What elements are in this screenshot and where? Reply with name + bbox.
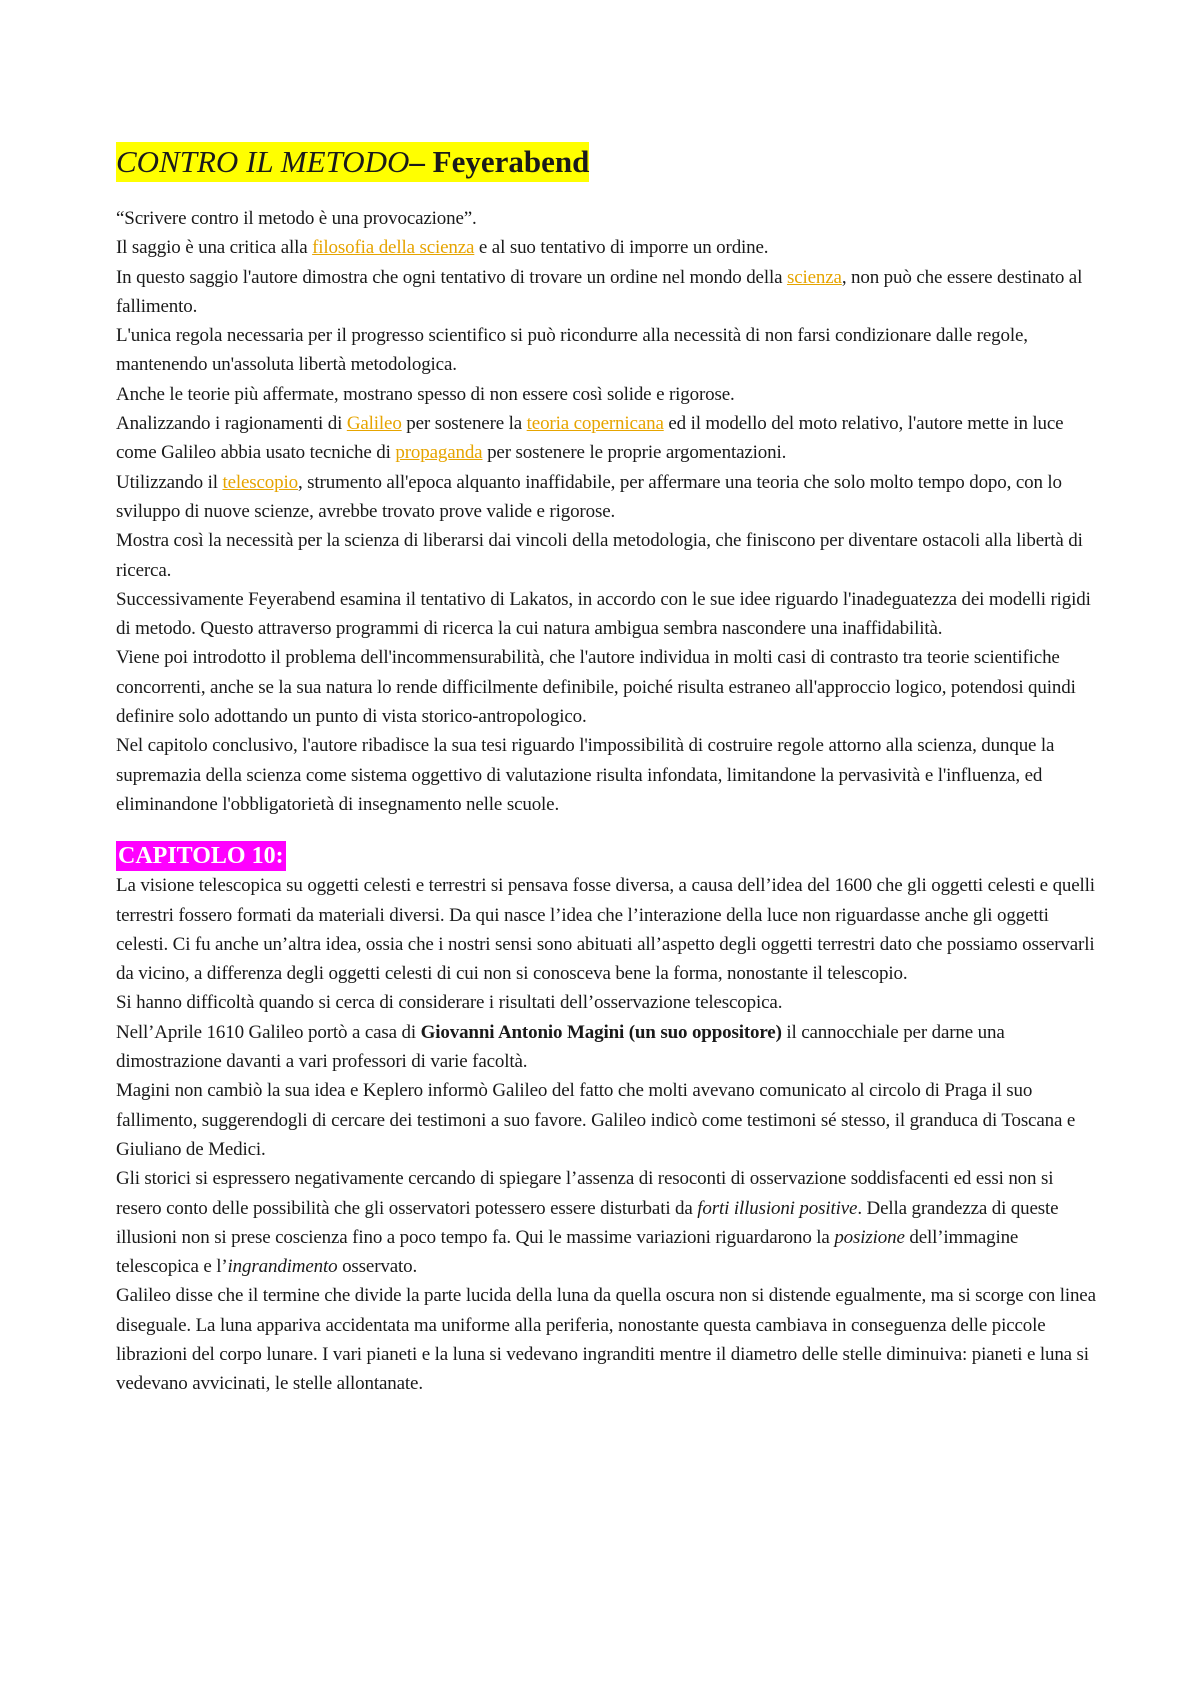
- text-span: Il saggio è una critica alla: [116, 237, 313, 259]
- text-span: ed il modello del moto relativo, l'autore mette in luce come Galileo abbia usato tecniche di: [116, 413, 1064, 464]
- text-span: e al suo tentativo di imporre un ordine.: [474, 237, 769, 259]
- link-telescopio[interactable]: telescopio: [222, 471, 298, 493]
- title-dash: –: [409, 144, 433, 179]
- chapter-paragraph-1: La visione telescopica su oggetti celesti e terrestri si pensava fosse diversa, a causa dell’idea del 1600 che gli oggetti celesti e quelli terrestri fossero formati da materiali diversi. Da qui nasce l’idea che l’interazione della luce non riguardasse anche gli oggetti celesti. Ci fu anche un’altra idea, ossia che i nostri sensi sono abituati all’aspetto degli oggetti terrestri dato che possiamo osservarli da vicino, a differenza degli oggetti celesti di cui non si conosceva bene la forma, nonostante il telescopio.: [116, 875, 1095, 985]
- link-teoria-copernicana[interactable]: teoria copernicana: [526, 413, 664, 435]
- intro-paragraph-1: “Scrivere contro il metodo è una provocazione”.: [116, 208, 477, 229]
- intro-paragraph-6: [116, 409, 1100, 468]
- intro-paragraph-10: Viene poi introdotto il problema dell'incommensurabilità, che l'autore individua in molti casi di contrasto tra teorie scientifiche concorrenti, anche se la sua natura lo rende difficilmente definibile, poiché risulta estraneo all'approccio logico, potendosi quindi definire solo adottando un punto di vista storico-antropologico.: [116, 647, 1076, 728]
- text-span: Gli storici si espressero negativamente cercando di spiegare l’assenza di resoconti di osservazione soddisfacenti ed essi non si resero conto delle possibilità che gli osservatori potessero essere disturbati da: [116, 1168, 1054, 1219]
- chapter-paragraph-4: Magini non cambiò la sua idea e Keplero informò Galileo del fatto che molti avevano comunicato al circolo di Praga il suo fallimento, suggerendogli di cercare dei testimoni a suo favore. Galileo indicò come testimoni sé stesso, il granduca di Toscana e Giuliano de Medici.: [116, 1080, 1076, 1160]
- chapter-paragraph-3: [116, 1018, 1100, 1077]
- italic-posizione: posizione: [834, 1226, 905, 1248]
- chapter-10-section: [116, 871, 1100, 1398]
- intro-paragraph-2: [116, 233, 1100, 262]
- intro-paragraph-4: L'unica regola necessaria per il progresso scientifico si può ricondurre alla necessità di non farsi condizionare dalle regole, mantenendo un'assoluta libertà metodologica.: [116, 325, 1028, 376]
- intro-paragraph-3: [116, 263, 1100, 322]
- text-span: Utilizzando il: [116, 471, 223, 493]
- intro-paragraph-9: Successivamente Feyerabend esamina il tentativo di Lakatos, in accordo con le sue idee riguardo l'inadeguatezza dei modelli rigidi di metodo. Questo attraverso programmi di ricerca la cui natura ambigua sembra nascondere una inaffidabilità.: [116, 588, 1091, 640]
- italic-ingrandimento: ingrandimento: [227, 1256, 338, 1278]
- text-span: . Della grandezza di queste illusioni non si prese coscienza fino a poco tempo fa. Qui le massime variazioni riguardarono la: [116, 1197, 1059, 1248]
- title-italic: CONTRO IL METODO: [116, 144, 410, 179]
- text-span: osservato.: [337, 1256, 418, 1278]
- bold-magini: Giovanni Antonio Magini (un suo oppositore): [420, 1021, 782, 1043]
- text-span: per sostenere le proprie argomentazioni.: [482, 442, 787, 464]
- italic-forti-illusioni: forti illusioni positive: [697, 1197, 858, 1219]
- link-propaganda[interactable]: propaganda: [395, 442, 483, 464]
- link-filosofia-della-scienza[interactable]: filosofia della scienza: [312, 237, 475, 259]
- intro-section: [116, 204, 1100, 819]
- intro-paragraph-11: Nel capitolo conclusivo, l'autore ribadisce la sua tesi riguardo l'impossibilità di costruire regole attorno alla scienza, dunque la supremazia della scienza come sistema oggettivo di valutazione risulta infondata, limitandone la pervasività e l'influenza, ed eliminandone l'obbligatorietà di insegnamento nelle scuole.: [116, 735, 1055, 815]
- text-span: Nell’Aprile 1610 Galileo portò a casa di: [116, 1021, 421, 1043]
- intro-paragraph-5: Anche le teorie più affermate, mostrano spesso di non essere così solide e rigorose.: [116, 383, 735, 405]
- link-scienza[interactable]: scienza: [786, 266, 842, 288]
- chapter-paragraph-2: Si hanno difficoltà quando si cerca di considerare i risultati dell’osservazione telescopica.: [116, 992, 783, 1014]
- chapter-paragraph-6: Galileo disse che il termine che divide la parte lucida della luna da quella oscura non si distende egualmente, ma si scorge con linea diseguale. La luna appariva accidentata ma uniforme alla periferia, nonostante questa cambiava in conseguenza delle piccole librazioni del corpo lunare. I vari pianeti e la luna si vedevano ingranditi mentre il diametro delle stelle diminuiva: pianeti e luna si vedevano avvicinati, le stelle allontanate.: [116, 1285, 1096, 1395]
- document-title: [116, 142, 589, 182]
- intro-paragraph-8: Mostra così la necessità per la scienza di liberarsi dai vincoli della metodologia, che finiscono per diventare ostacoli alla libertà di ricerca.: [116, 530, 1083, 581]
- text-span: il cannocchiale per darne una dimostrazione davanti a vari professori di varie facoltà.: [116, 1021, 1005, 1073]
- text-span: , strumento all'epoca alquanto inaffidabile, per affermare una teoria che solo molto tempo dopo, con lo sviluppo di nuove scienze, avrebbe trovato prove valide e rigorose.: [116, 471, 1062, 522]
- link-galileo[interactable]: Galileo: [346, 413, 402, 435]
- chapter-paragraph-5: [116, 1164, 1100, 1281]
- text-span: per sostenere la: [401, 413, 527, 435]
- text-span: In questo saggio l'autore dimostra che ogni tentativo di trovare un ordine nel mondo della: [116, 266, 787, 288]
- chapter-heading: CAPITOLO 10:: [118, 843, 284, 870]
- document-page: [116, 142, 1100, 1399]
- text-span: dell’immagine telescopica e l’: [116, 1226, 1019, 1278]
- title-author: Feyerabend: [432, 144, 590, 179]
- text-span: , non può che essere destinato al fallimento.: [116, 266, 1083, 317]
- intro-paragraph-7: [116, 468, 1100, 527]
- text-span: Analizzando i ragionamenti di: [116, 413, 347, 435]
